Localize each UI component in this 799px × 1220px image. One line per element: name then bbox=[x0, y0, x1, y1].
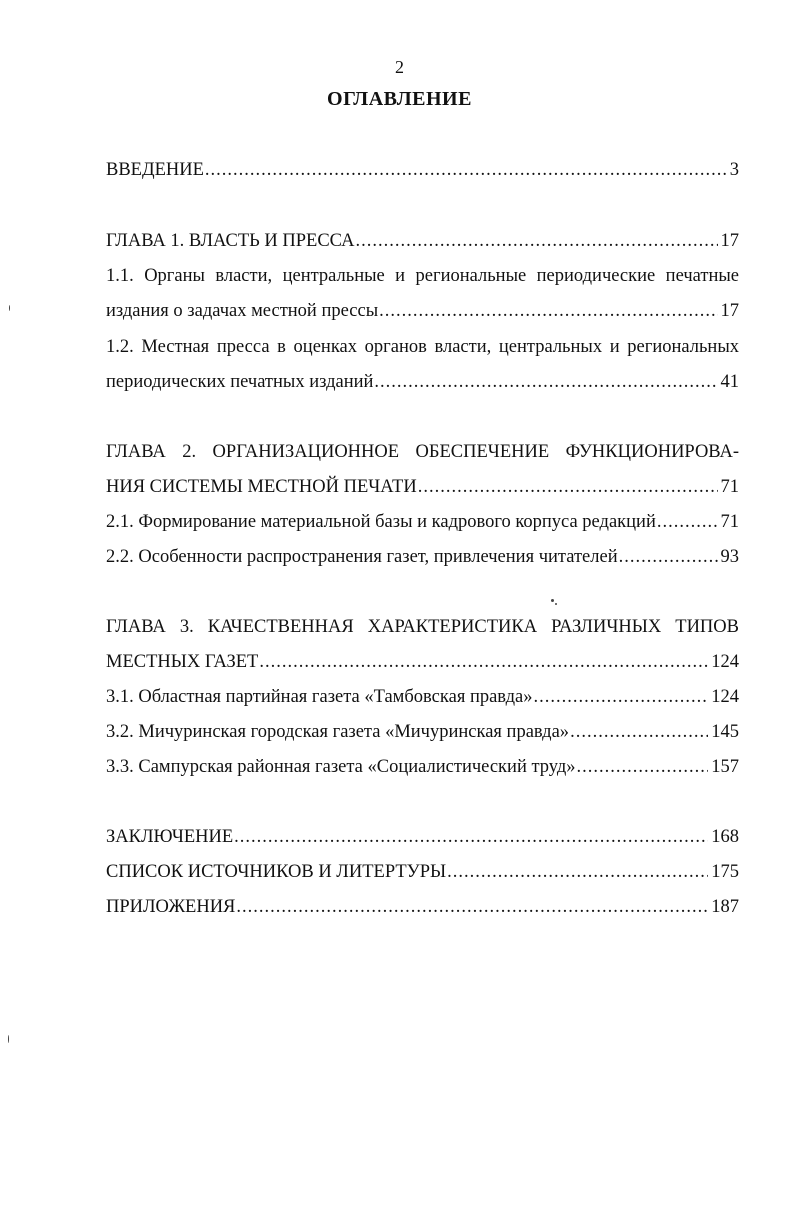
toc-entry-section-2-2[interactable] bbox=[106, 542, 739, 572]
dot-leader bbox=[205, 155, 727, 185]
scan-speck bbox=[9, 305, 10, 311]
toc-page-number: 187 bbox=[711, 897, 739, 917]
toc-entry-conclusion[interactable] bbox=[106, 822, 739, 852]
toc-entry-section-3-1[interactable] bbox=[106, 682, 739, 712]
toc-page-number: 93 bbox=[720, 547, 739, 567]
toc-entry-intro[interactable] bbox=[106, 155, 739, 185]
dot-leader bbox=[577, 752, 709, 782]
toc-entry-section-2-1[interactable] bbox=[106, 507, 739, 537]
toc-page-number: 41 bbox=[720, 372, 739, 392]
dot-leader bbox=[355, 226, 717, 256]
dot-leader bbox=[374, 367, 717, 397]
toc-page-number: 71 bbox=[720, 477, 739, 497]
toc-entry-text: 2.2. Особенности распространения газет, привлечения читателей bbox=[106, 547, 618, 567]
toc-entry-text: МЕСТНЫХ ГАЗЕТ bbox=[106, 652, 259, 672]
toc-entry-section-1-1-line2[interactable] bbox=[106, 296, 739, 326]
toc-entry-appendix[interactable] bbox=[106, 892, 739, 922]
scan-speck bbox=[555, 603, 557, 605]
toc-page-number: 17 bbox=[720, 301, 739, 321]
toc-entry-text: СПИСОК ИСТОЧНИКОВ И ЛИТЕРТУРЫ bbox=[106, 862, 447, 882]
toc-entry-text: НИЯ СИСТЕМЫ МЕСТНОЙ ПЕЧАТИ bbox=[106, 477, 417, 497]
toc-entry-text: 3.2. Мичуринская городская газета «Мичуринская правда» bbox=[106, 722, 570, 742]
toc-entry-chapter-3-line1[interactable]: ГЛАВА 3. КАЧЕСТВЕННАЯ ХАРАКТЕРИСТИКА РАЗЛИЧНЫХ ТИПОВ bbox=[106, 617, 739, 637]
toc-entry-text: 3.3. Сампурская районная газета «Социалистический труд» bbox=[106, 757, 576, 777]
dot-leader bbox=[259, 647, 708, 677]
scan-speck bbox=[551, 599, 554, 602]
toc-entry-chapter-1[interactable] bbox=[106, 226, 739, 256]
page-title: ОГЛАВЛЕНИЕ bbox=[327, 88, 472, 110]
toc-entry-text: периодических печатных изданий bbox=[106, 372, 374, 392]
dot-leader bbox=[418, 472, 718, 502]
dot-leader bbox=[379, 296, 717, 326]
dot-leader bbox=[570, 717, 708, 747]
toc-entry-section-1-1-line1[interactable]: 1.1. Органы власти, центральные и региональные периодические печатные bbox=[106, 266, 739, 286]
scan-speck bbox=[8, 1035, 9, 1043]
toc-entry-chapter-2-line1[interactable]: ГЛАВА 2. ОРГАНИЗАЦИОННОЕ ОБЕСПЕЧЕНИЕ ФУНКЦИОНИРОВА- bbox=[106, 442, 739, 462]
toc-page-number: 145 bbox=[711, 722, 739, 742]
toc-entry-chapter-2-line2[interactable] bbox=[106, 472, 739, 502]
toc-page-number: 168 bbox=[711, 827, 739, 847]
toc-page-number: 17 bbox=[720, 231, 739, 251]
toc-entry-section-1-2-line2[interactable] bbox=[106, 367, 739, 397]
dot-leader bbox=[447, 857, 708, 887]
toc-entry-text: издания о задачах местной прессы bbox=[106, 301, 379, 321]
toc-entry-text: 2.1. Формирование материальной базы и кадрового корпуса редакций bbox=[106, 512, 656, 532]
toc-entry-text: ГЛАВА 1. ВЛАСТЬ И ПРЕССА bbox=[106, 231, 355, 251]
toc-entry-section-3-3[interactable] bbox=[106, 752, 739, 782]
toc-page-number: 71 bbox=[720, 512, 739, 532]
page-number: 2 bbox=[395, 57, 404, 77]
toc-entry-section-1-2-line1[interactable]: 1.2. Местная пресса в оценках органов власти, центральных и региональных bbox=[106, 337, 739, 357]
toc-entry-sources[interactable] bbox=[106, 857, 739, 887]
toc-entry-text: ВВЕДЕНИЕ bbox=[106, 160, 204, 180]
toc-page-number: 3 bbox=[729, 160, 739, 180]
dot-leader bbox=[234, 822, 708, 852]
toc-page-number: 124 bbox=[711, 687, 739, 707]
toc-page-number: 124 bbox=[711, 652, 739, 672]
dot-leader bbox=[533, 682, 708, 712]
toc-page-number: 175 bbox=[711, 862, 739, 882]
toc-page-number: 157 bbox=[711, 757, 739, 777]
dot-leader bbox=[236, 892, 708, 922]
toc-entry-text: 3.1. Областная партийная газета «Тамбовская правда» bbox=[106, 687, 533, 707]
dot-leader bbox=[619, 542, 718, 572]
dot-leader bbox=[657, 507, 718, 537]
toc-entry-text: ПРИЛОЖЕНИЯ bbox=[106, 897, 236, 917]
toc-entry-chapter-3-line2[interactable] bbox=[106, 647, 739, 677]
toc-entry-section-3-2[interactable] bbox=[106, 717, 739, 747]
toc-entry-text: ЗАКЛЮЧЕНИЕ bbox=[106, 827, 234, 847]
